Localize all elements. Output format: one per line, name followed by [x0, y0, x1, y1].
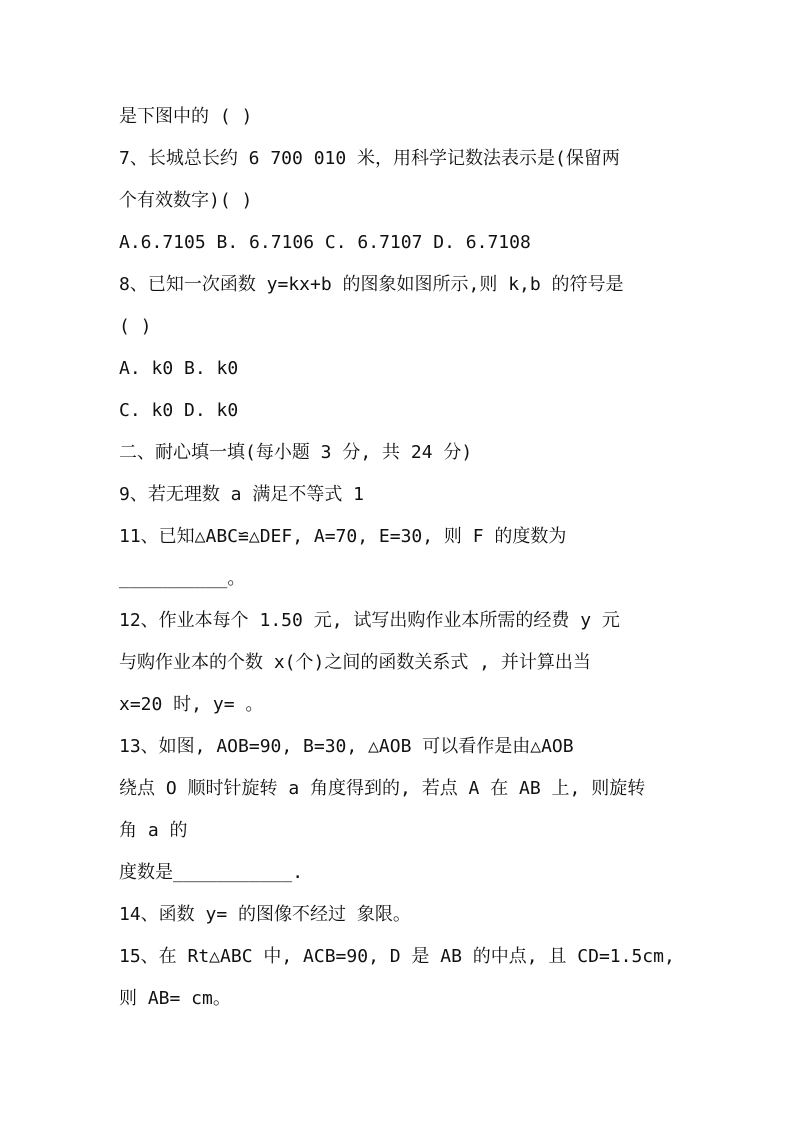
question-8-options-cd: C. k0 D. k0: [119, 400, 239, 421]
question-8-line-1: 8、已知一次函数 y=kx+b 的图象如图所示,则 k,b 的符号是: [119, 274, 624, 295]
question-12-line-3: x=20 时, y= 。: [119, 694, 264, 715]
question-7-line-1: 7、长城总长约 6 700 010 米，用科学记数法表示是(保留两: [119, 148, 620, 169]
question-12-line-2: 与购作业本的个数 x(个)之间的函数关系式 , 并计算出当: [119, 652, 591, 673]
question-11-line-1: 11、已知△ABC≌△DEF, A=70, E=30, 则 F 的度数为: [119, 526, 567, 547]
question-7-options: A.6.7105 B. 6.7106 C. 6.7107 D. 6.7108: [119, 232, 531, 253]
question-13-line-2: 绕点 O 顺时针旋转 a 角度得到的, 若点 A 在 AB 上, 则旋转: [119, 778, 646, 799]
question-11-blank: __________。: [119, 568, 246, 589]
section-2-heading: 二、耐心填一填(每小题 3 分, 共 24 分): [119, 442, 473, 463]
question-12-line-1: 12、作业本每个 1.50 元, 试写出购作业本所需的经费 y 元: [119, 610, 620, 631]
question-14: 14、函数 y= 的图像不经过 象限。: [119, 904, 411, 925]
text-line-continuation: 是下图中的 ( ): [119, 106, 253, 127]
question-13-blank: 度数是___________.: [119, 862, 304, 883]
question-7-line-2: 个有效数字)( ): [119, 190, 253, 211]
question-13-line-1: 13、如图, AOB=90, B=30, △AOB 可以看作是由△AOB: [119, 736, 574, 757]
question-15-line-2: 则 AB= cm。: [119, 988, 231, 1009]
question-9: 9、若无理数 a 满足不等式 1: [119, 484, 365, 505]
question-8-options-ab: A. k0 B. k0: [119, 358, 239, 379]
question-8-line-2: ( ): [119, 316, 152, 337]
question-13-line-3: 角 a 的: [119, 820, 188, 841]
question-15-line-1: 15、在 Rt△ABC 中, ACB=90, D 是 AB 的中点, 且 CD=1.5cm,: [119, 946, 675, 967]
